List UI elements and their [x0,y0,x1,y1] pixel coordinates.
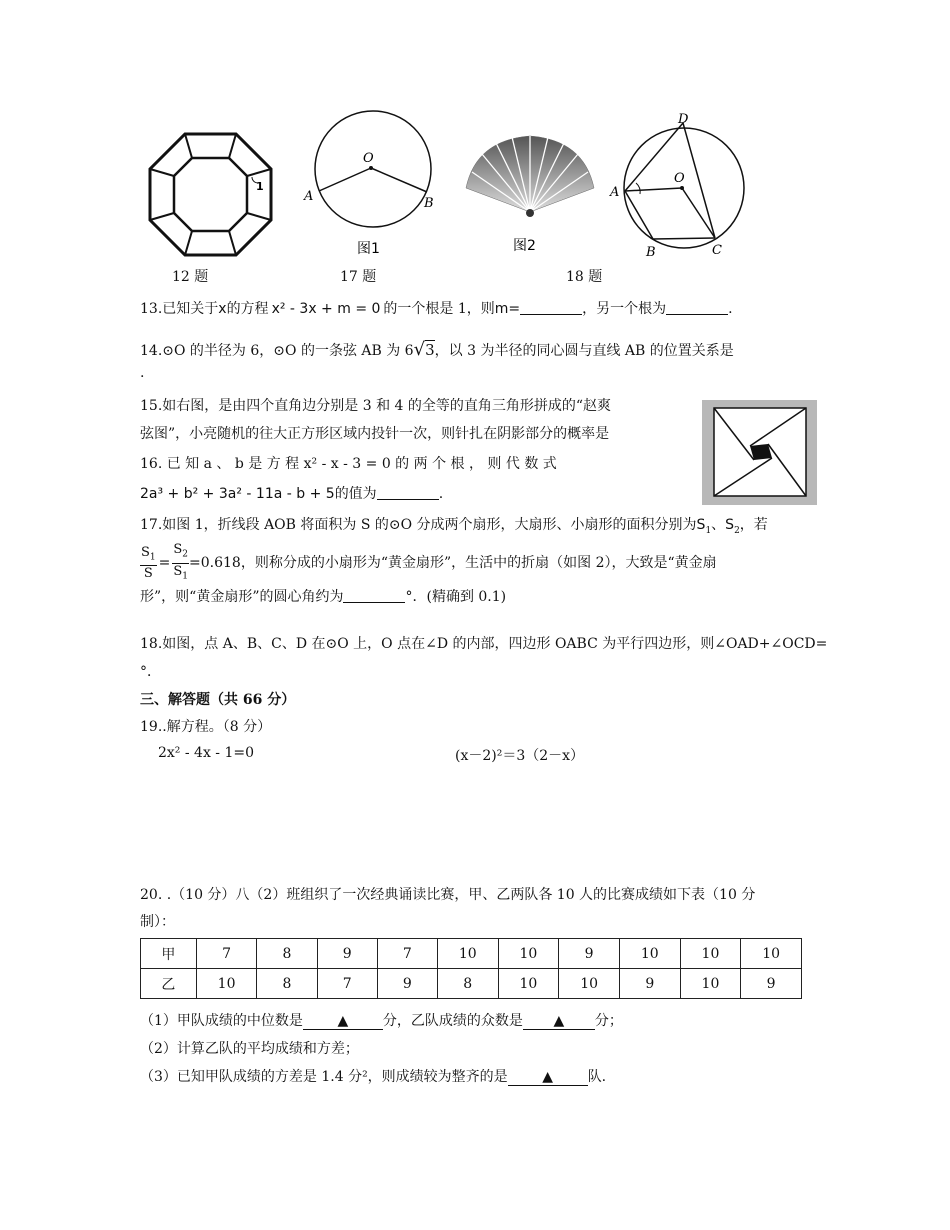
answer-blank-20a[interactable]: ▲ [303,1013,383,1030]
table-cell: 10 [741,939,802,969]
question-16-line1: 16. 已 知 a 、 b 是 方 程 x² - x - 3 = 0 的 两 个 根 ， 则 代 数 式 [140,456,557,472]
table-row [141,939,802,969]
table-cell: 10 [680,969,741,999]
figure-fan [462,132,598,257]
answer-blank-20c[interactable]: ▲ [508,1069,588,1086]
table-cell: 7 [196,939,257,969]
table-cell: 8 [257,939,317,969]
table-cell: 9 [741,969,802,999]
point-a-label-18: A [610,185,620,200]
figure-17-circle [300,108,450,260]
table-cell: 8 [437,969,498,999]
figure-zhao-shuang-square [702,400,817,505]
table-cell: 9 [317,939,377,969]
table-row [141,969,802,999]
question-14: 14.⊙O 的半径为 6，⊙O 的一条弦 AB 为 6√3，以 3 为半径的同心圆与直线 AB 的位置关系是 [140,339,734,360]
caption-12: 12 题 [172,269,209,285]
point-c-label-18: C [712,243,722,258]
question-18-line2: °． [140,664,161,680]
point-a-label: A [304,189,314,204]
table-cell: 10 [437,939,498,969]
answer-blank-17[interactable] [343,588,405,603]
question-14-end: . [140,365,145,381]
question-17-line1: 17.如图 1，折线段 AOB 将面积为 S 的⊙O 分成两个扇形，大扇形、小扇形的面积分别为$S_1$、$S_2$，若 [140,517,768,536]
table-cell: 10 [619,939,680,969]
question-19-equation-1: 2x² - 4x - 1=0 [158,745,255,761]
table-cell: 10 [498,969,559,999]
caption-17: 17 题 [340,269,377,285]
caption-18: 18 题 [566,269,603,285]
question-15-line2: 弦图”，小亮随机的往大正方形区域内投针一次，则针扎在阴影部分的概率是 [140,426,610,442]
score-table [140,938,802,999]
question-19-equation-2: (x－2)²＝3（2－x） [455,748,585,764]
point-b-label: B [424,196,434,211]
answer-blank-20b[interactable]: ▲ [523,1013,595,1030]
point-o-label: O [363,151,374,166]
fraction-s2-over-s1: $\frac{S_2}{S_1}$ [173,542,189,582]
table-cell: 10 [680,939,741,969]
question-18-line1: 18.如图，点 A、B、C、D 在⊙O 上，O 点在∠D 的内部，四边形 OABC 为平行四边形，则∠OAD+∠OCD= [140,636,828,652]
question-20-part2: （2）计算乙队的平均成绩和方差； [140,1041,359,1057]
figure-12-octagon [148,132,273,257]
question-20-line1: 20. .（10 分）八（2）班组织了一次经典诵读比赛，甲、乙两队各 10 人的比赛成绩如下表（10 分 [140,887,756,903]
answer-blank-16[interactable] [377,485,439,500]
table-cell: 9 [377,969,437,999]
section-3-heading: 三、解答题（共 66 分） [140,692,296,708]
point-b-label-18: B [646,245,656,260]
table-cell: 7 [377,939,437,969]
question-20-part3: （3）已知甲队成绩的方差是 1.4 分²，则成绩较为整齐的是 ▲ 队. [140,1069,607,1085]
question-17-line2: $\frac{S_1}{S}$ = $\frac{S_2}{S_1}$ =0.618，则称分成的小扇形为“黄金扇形”，生活中的折扇（如图 2），大致是“黄金扇 [140,542,717,584]
question-19-title: 19..解方程。（8 分） [140,719,272,735]
table-cell: 10 [559,969,620,999]
fraction-s1-over-s: $\frac{S_1}{S}$ [141,544,156,582]
table-cell: 7 [317,969,377,999]
figure-12-angle-mark: 1 [256,180,264,193]
row-label-jia: 甲 [141,939,197,969]
question-20-line2: 制）： [140,914,175,930]
row-label-yi: 乙 [141,969,197,999]
answer-blank-13b[interactable] [666,300,728,315]
figure-1-label: 图1 [357,241,380,257]
point-o-label-18: O [674,171,685,186]
table-cell: 10 [498,939,559,969]
point-d-label: D [678,112,689,127]
question-15-line1: 15.如右图，是由四个直角边分别是 3 和 4 的全等的直角三角形拼成的“赵爽 [140,398,612,414]
answer-blank-13a[interactable] [520,300,582,315]
question-17-line3: 形”，则“黄金扇形”的圆心角约为 °．(精确到 0.1) [140,589,507,605]
table-cell: 10 [196,969,257,999]
table-cell: 8 [257,969,317,999]
table-cell: 9 [559,939,620,969]
figure-2-label: 图2 [513,238,536,254]
figure-18-circle [606,108,756,260]
question-16-line2: 2a³ + b² + 3a² - 11a - b + 5的值为 . [140,486,444,502]
table-cell: 9 [619,969,680,999]
question-13: 13.已知关于x的方程 x² - 3x + m = 0 的一个根是 1，则m= ，另一个根为 . [140,301,733,317]
question-20-part1: （1）甲队成绩的中位数是 ▲ 分，乙队成绩的众数是 ▲ 分； [140,1013,623,1029]
